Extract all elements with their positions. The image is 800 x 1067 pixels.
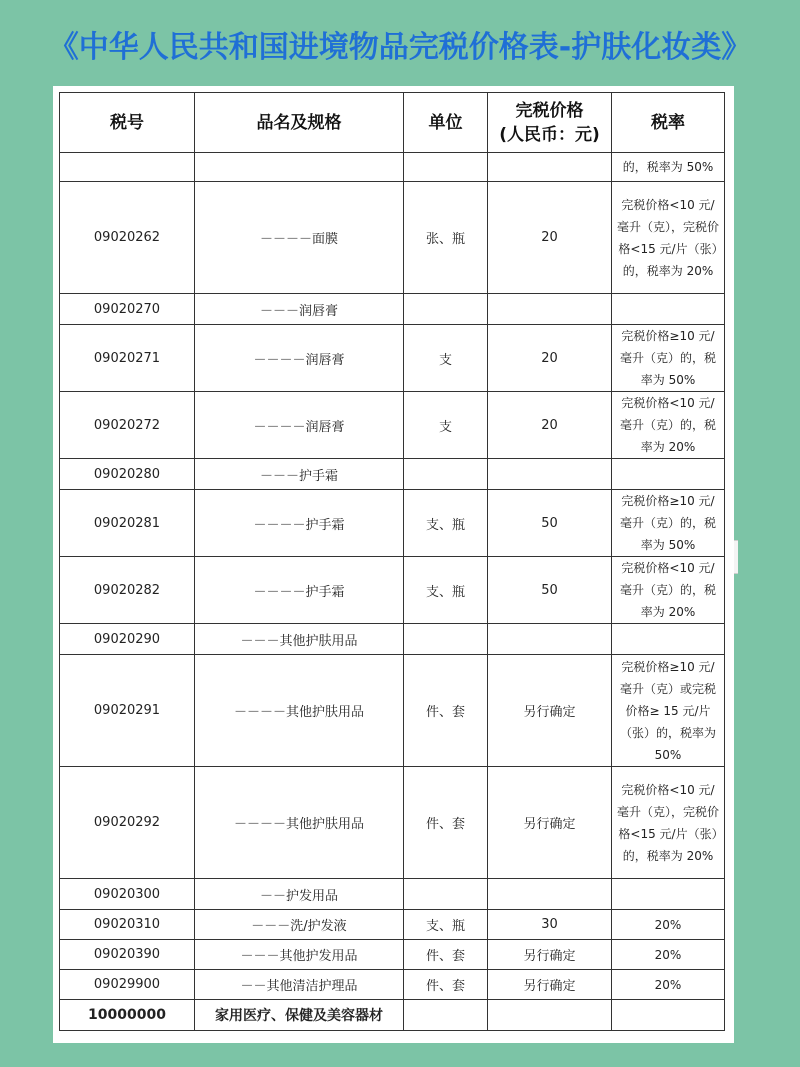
cell-code: 09020290 — [60, 624, 195, 655]
cell-unit — [404, 153, 488, 182]
cell-rate: 完税价格≥10 元/毫升（克）的，税率为 50% — [612, 325, 725, 392]
cell-name: －－－润唇膏 — [195, 294, 404, 325]
table-header-row — [60, 93, 725, 153]
table-row — [60, 557, 725, 624]
cell-unit: 件、套 — [404, 767, 488, 879]
cell-name: －－－其他护肤用品 — [195, 624, 404, 655]
cell-rate: 20% — [612, 940, 725, 970]
cell-code: 09020281 — [60, 490, 195, 557]
cell-rate — [612, 294, 725, 325]
cell-code: 09020310 — [60, 910, 195, 940]
header-unit: 单位 — [404, 93, 488, 153]
cell-code: 09020270 — [60, 294, 195, 325]
cell-price: 50 — [488, 490, 612, 557]
tax-table — [59, 92, 725, 1031]
cell-code: 09020272 — [60, 392, 195, 459]
cell-unit: 支 — [404, 325, 488, 392]
table-row — [60, 294, 725, 325]
header-rate: 税率 — [612, 93, 725, 153]
cell-unit: 件、套 — [404, 940, 488, 970]
cell-price: 另行确定 — [488, 655, 612, 767]
cell-price: 50 — [488, 557, 612, 624]
cell-rate: 的，税率为 50% — [612, 153, 725, 182]
cell-name: －－－－面膜 — [195, 182, 404, 294]
cell-rate: 完税价格≥10 元/毫升（克）或完税价格≥ 15 元/片（张）的，税率为 50% — [612, 655, 725, 767]
cell-rate: 20% — [612, 910, 725, 940]
cell-rate — [612, 624, 725, 655]
header-code: 税号 — [60, 93, 195, 153]
cell-name: －－－护手霜 — [195, 459, 404, 490]
page-title: 《中华人民共和国进境物品完税价格表-护肤化妆类》 — [48, 30, 752, 65]
cell-unit: 件、套 — [404, 655, 488, 767]
table-row — [60, 490, 725, 557]
table-row — [60, 655, 725, 767]
header-price — [488, 93, 612, 153]
table-row — [60, 153, 725, 182]
cell-rate: 完税价格<10 元/毫升（克），完税价格<15 元/片（张）的，税率为 20% — [612, 182, 725, 294]
table-row — [60, 392, 725, 459]
table-row — [60, 182, 725, 294]
cell-unit — [404, 879, 488, 910]
table-row — [60, 910, 725, 940]
cell-price: 另行确定 — [488, 970, 612, 1000]
cell-rate — [612, 459, 725, 490]
cell-unit — [404, 1000, 488, 1031]
cell-code: 09020280 — [60, 459, 195, 490]
header-price-line1: 完税价格 — [515, 100, 584, 121]
table-row — [60, 325, 725, 392]
cell-name: －－护发用品 — [195, 879, 404, 910]
cell-price: 另行确定 — [488, 940, 612, 970]
table-row — [60, 624, 725, 655]
cell-unit — [404, 624, 488, 655]
cell-price: 20 — [488, 392, 612, 459]
cell-code: 09020271 — [60, 325, 195, 392]
cell-unit — [404, 294, 488, 325]
cell-rate — [612, 1000, 725, 1031]
cell-name: －－－－润唇膏 — [195, 392, 404, 459]
cell-unit: 支 — [404, 392, 488, 459]
cell-code — [60, 153, 195, 182]
cell-price: 20 — [488, 182, 612, 294]
cell-code: 09020390 — [60, 940, 195, 970]
cell-price: 30 — [488, 910, 612, 940]
cell-price — [488, 153, 612, 182]
cell-price — [488, 879, 612, 910]
cell-price — [488, 624, 612, 655]
cell-name: －－－－其他护肤用品 — [195, 767, 404, 879]
cell-name: －－－－护手霜 — [195, 490, 404, 557]
cell-unit — [404, 459, 488, 490]
cell-code: 09020282 — [60, 557, 195, 624]
cell-unit: 支、瓶 — [404, 557, 488, 624]
cell-code: 09029900 — [60, 970, 195, 1000]
cell-unit: 张、瓶 — [404, 182, 488, 294]
cell-price: 20 — [488, 325, 612, 392]
header-name: 品名及规格 — [195, 93, 404, 153]
cell-unit: 支、瓶 — [404, 910, 488, 940]
document-sheet — [53, 86, 734, 1043]
cell-unit: 支、瓶 — [404, 490, 488, 557]
cell-rate: 完税价格<10 元/毫升（克）的，税率为 20% — [612, 392, 725, 459]
cell-unit: 件、套 — [404, 970, 488, 1000]
cell-name — [195, 153, 404, 182]
scroll-marker — [734, 540, 738, 574]
table-row — [60, 879, 725, 910]
cell-name: －－－其他护发用品 — [195, 940, 404, 970]
cell-rate: 20% — [612, 970, 725, 1000]
table-row — [60, 970, 725, 1000]
cell-code: 09020262 — [60, 182, 195, 294]
table-row — [60, 940, 725, 970]
cell-price — [488, 459, 612, 490]
cell-rate — [612, 879, 725, 910]
cell-name: －－－－其他护肤用品 — [195, 655, 404, 767]
cell-price: 另行确定 — [488, 767, 612, 879]
cell-rate: 完税价格≥10 元/毫升（克）的，税率为 50% — [612, 490, 725, 557]
cell-name: －－－－护手霜 — [195, 557, 404, 624]
cell-price — [488, 294, 612, 325]
cell-rate: 完税价格<10 元/毫升（克），完税价格<15 元/片（张）的，税率为 20% — [612, 767, 725, 879]
table-row — [60, 767, 725, 879]
header-price-line2: (人民币：元) — [499, 124, 600, 145]
cell-rate: 完税价格<10 元/毫升（克）的，税率为 20% — [612, 557, 725, 624]
cell-code: 09020291 — [60, 655, 195, 767]
cell-code: 09020292 — [60, 767, 195, 879]
cell-name: －－－－润唇膏 — [195, 325, 404, 392]
cell-code: 09020300 — [60, 879, 195, 910]
cell-price — [488, 1000, 612, 1031]
table-row — [60, 1000, 725, 1031]
cell-name: －－其他清洁护理品 — [195, 970, 404, 1000]
cell-name: －－－洗/护发液 — [195, 910, 404, 940]
table-row — [60, 459, 725, 490]
cell-name: 家用医疗、保健及美容器材 — [195, 1000, 404, 1031]
cell-code: 10000000 — [60, 1000, 195, 1031]
